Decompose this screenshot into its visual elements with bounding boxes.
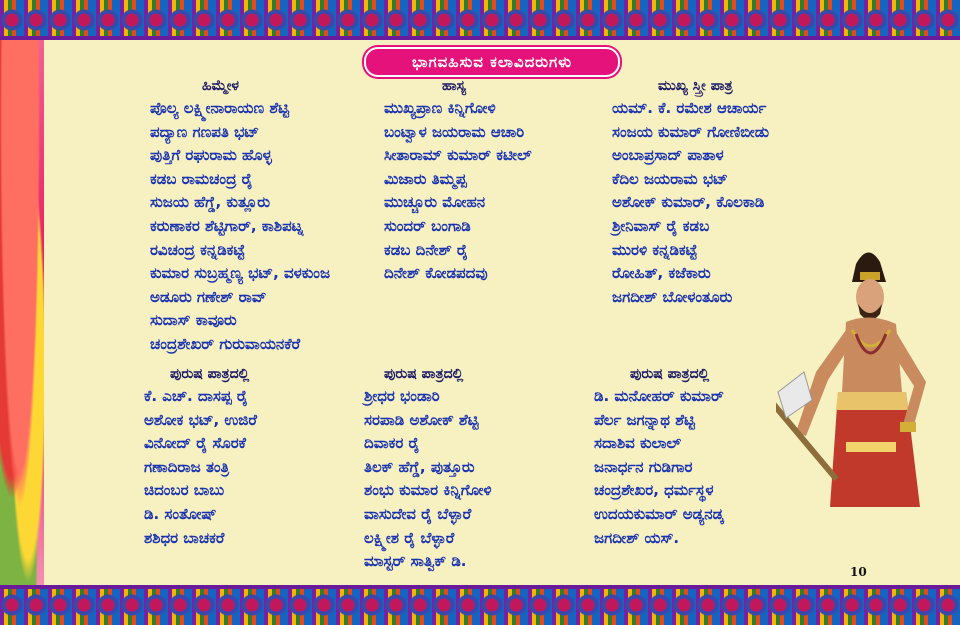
artist-name: ಅಂಬಾಪ್ರಸಾದ್ ಪಾತಾಳ: [612, 146, 724, 165]
artist-name: ಸುಂದರ್ ಬಂಗಾಡಿ: [384, 216, 471, 235]
artist-name: ಮುಚ್ಚೂರು ಮೋಹನ: [384, 193, 486, 212]
artist-name: ಸೀತಾರಾಮ್ ಕುಮಾರ್ ಕಟೀಲ್: [384, 146, 532, 165]
artist-name: ಡಿ. ಮನೋಹರ್ ಕುಮಾರ್: [594, 387, 724, 405]
artist-name: ಮಾಸ್ಟರ್ ಸಾತ್ವಿಕ್ ಡಿ.: [364, 552, 467, 571]
artist-name: ಕೆ. ಎಚ್. ದಾಸಪ್ಪ ರೈ: [144, 387, 248, 405]
column-purusha-patra-3: [594, 366, 724, 550]
artist-name: ಶ್ರೀನಿವಾಸ್ ರೈ ಕಡಬ: [612, 216, 710, 235]
floral-strip-left: [0, 40, 44, 585]
column-heading: ಪುರುಷ ಪಾತ್ರದಲ್ಲಿ: [630, 366, 710, 382]
artist-name: ಯಮ್. ಕೆ. ರಮೇಶ ಆಚಾರ್ಯ: [612, 99, 767, 117]
artist-name: ವಿನೋದ್ ರೈ ಸೊರಕೆ: [144, 434, 246, 453]
artist-name: ಅಶೋಕ ಭಟ್, ಉಜಿರೆ: [144, 410, 257, 429]
column-purusha-patra-1: [144, 366, 257, 550]
column-heading: ಪುರುಷ ಪಾತ್ರದಲ್ಲಿ: [384, 366, 464, 382]
artist-name: ಕುಮಾರ ಸುಬ್ರಹ್ಮಣ್ಯ ಭಟ್, ವಳಕುಂಜ: [150, 264, 331, 283]
artist-name: ಲಕ್ಷ್ಮೀಶ ರೈ ಬೆಳ್ಳಾರೆ: [364, 528, 455, 547]
artist-name: ರೋಹಿತ್, ಕಜೆಕಾರು: [612, 264, 711, 283]
artist-name: ತಿಲಕ್ ಹೆಗ್ಡೆ, ಪುತ್ತೂರು: [364, 457, 475, 476]
artist-name: ಡಿ. ಸಂತೋಷ್: [144, 504, 217, 523]
artist-name: ಬಂಟ್ವಾಳ ಜಯರಾಮ ಆಚಾರಿ: [384, 122, 525, 141]
column-heading: ಹಿಮ್ಮೇಳ: [202, 78, 240, 94]
artist-name: ಶಂಭು ಕುಮಾರ ಕಿನ್ನಿಗೋಳಿ: [364, 481, 492, 500]
artist-name: ಸಂಜಯ ಕುಮಾರ್ ಗೋಣಿಬೀಡು: [612, 122, 770, 141]
artist-name: ಚಂದ್ರಶೇಖರ, ಧರ್ಮಸ್ಥಳ: [594, 481, 714, 500]
artist-name: ಮುಖ್ಯಪ್ರಾಣ ಕಿನ್ನಿಗೋಳಿ: [384, 99, 496, 117]
artist-name: ಉದಯಕುಮಾರ್ ಅಡ್ಯನಡ್ಕ: [594, 504, 724, 523]
column-himmela: [150, 78, 330, 357]
artist-name: ಚಿದಂಬರ ಬಾಬು: [144, 481, 225, 500]
artist-name: ಅಶೋಕ್ ಕುಮಾರ್, ಕೊಲಕಾಡಿ: [612, 193, 765, 212]
artist-name: ವಾಸುದೇವ ರೈ ಬೆಳ್ಳಾರೆ: [364, 504, 472, 523]
artist-name: ಚಂದ್ರಶೇಖರ್ ಗುರುವಾಯನಕೆರೆ: [150, 334, 301, 353]
artist-name: ಸದಾಶಿವ ಕುಲಾಲ್: [594, 434, 682, 453]
artist-name: ರವಿಚಂದ್ರ ಕನ್ನಡಿಕಟ್ಟೆ: [150, 240, 245, 259]
artist-name: ಪೊಲ್ಯ ಲಕ್ಷ್ಮೀನಾರಾಯಣ ಶೆಟ್ಟಿ: [150, 99, 290, 117]
column-heading: ಪುರುಷ ಪಾತ್ರದಲ್ಲಿ: [170, 366, 250, 382]
artist-name: ದಿನೇಶ್ ಕೋಡಪದವು: [384, 264, 488, 283]
artist-name: ಪುತ್ತಿಗೆ ರಘುರಾಮ ಹೊಳ್ಳ: [150, 146, 272, 165]
page-title: ಭಾಗವಹಿಸುವ ಕಲಾವಿದರುಗಳು: [364, 47, 620, 77]
artist-name: ಸುದಾಸ್ ಕಾವೂರು: [150, 311, 237, 330]
artist-name: ಕೆದಿಲ ಜಯರಾಮ ಭಟ್: [612, 169, 728, 188]
column-hasya: [384, 78, 532, 286]
column-heading: ಹಾಸ್ಯ: [442, 78, 467, 94]
yakshagana-performer-image: [776, 242, 946, 517]
decorative-border-top: [0, 0, 960, 40]
artist-name: ಜಗದೀಶ್ ಯಸ್.: [594, 528, 680, 547]
artist-name: ಜಗದೀಶ್ ಬೋಳಂತೂರು: [612, 287, 733, 306]
column-heading: ಮುಖ್ಯ ಸ್ತ್ರೀ ಪಾತ್ರ: [658, 78, 733, 94]
artist-name: ಸರಪಾಡಿ ಅಶೋಕ್ ಶೆಟ್ಟಿ: [364, 410, 479, 429]
decorative-border-bottom: [0, 585, 960, 625]
artist-name: ಸುಜಯ ಹೆಗ್ಡೆ, ಕುತ್ಲೂರು: [150, 193, 270, 212]
page-number: 10: [850, 565, 867, 579]
artist-name: ಅಡೂರು ಗಣೇಶ್ ರಾವ್: [150, 287, 267, 306]
artist-name: ಕರುಣಾಕರ ಶೆಟ್ಟಿಗಾರ್, ಕಾಶಿಪಟ್ನ: [150, 216, 304, 235]
artist-name: ಪೆರ್ಲ ಜಗನ್ನಾಥ ಶೆಟ್ಟಿ: [594, 410, 695, 429]
artist-name: ಶ್ರೀಧರ ಭಂಡಾರಿ: [364, 387, 440, 405]
artist-name: ಶಶಿಧರ ಬಾಚಕರೆ: [144, 528, 225, 547]
artist-name: ಕಡಬ ರಾಮಚಂದ್ರ ರೈ: [150, 169, 253, 188]
column-purusha-patra-2: [364, 366, 492, 574]
artist-name: ಪದ್ಯಾಣ ಗಣಪತಿ ಭಟ್: [150, 122, 259, 141]
artist-name: ಜನಾರ್ಧನ ಗುಡಿಗಾರ: [594, 457, 693, 476]
artist-name: ದಿವಾಕರ ರೈ: [364, 434, 420, 453]
artist-name: ಮಿಜಾರು ತಿಮ್ಮಪ್ಪ: [384, 169, 467, 188]
artist-name: ಮುರಳಿ ಕನ್ನಡಿಕಟ್ಟೆ: [612, 240, 698, 259]
artist-name: ಕಡಬ ದಿನೇಶ್ ರೈ: [384, 240, 468, 259]
artist-name: ಗಣಾದಿರಾಜ ತಂತ್ರಿ: [144, 457, 230, 476]
column-mukhya-stree-patra: [612, 78, 769, 309]
